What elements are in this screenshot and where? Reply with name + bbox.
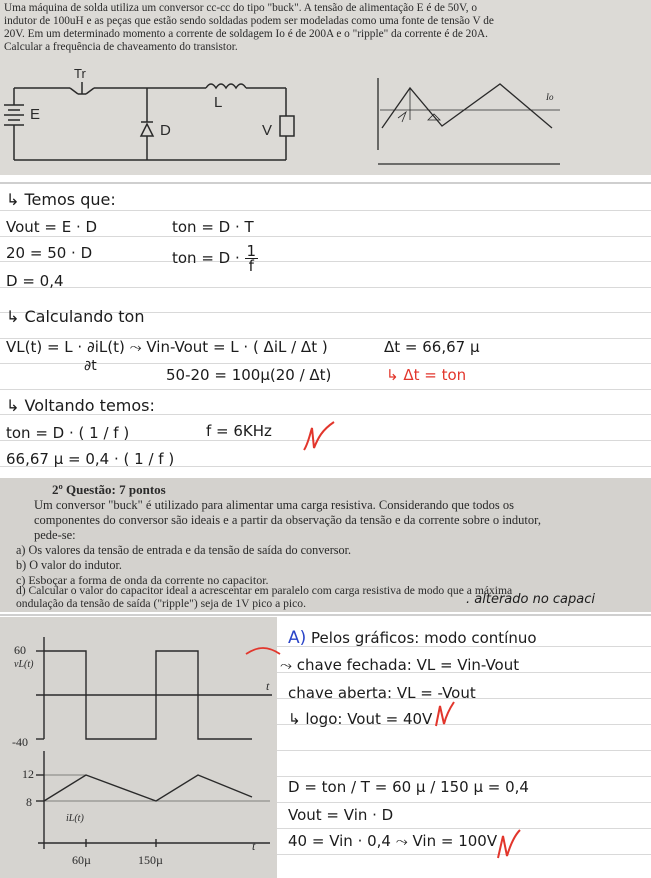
notebook-rule <box>0 363 651 364</box>
heading-calculando-ton: ↳ Calculando ton <box>6 307 145 326</box>
equation-d-value: D = 0,4 <box>6 272 64 290</box>
equation-vl-denominator: ∂t <box>84 358 97 374</box>
notebook-rule <box>0 614 651 616</box>
axis-label-neg40: -40 <box>12 735 28 749</box>
equation-ton-fraction <box>172 244 258 273</box>
question2-intro-1: Um conversor "buck" é utilizado para alimentar uma carga resistiva. Considerando que todos os <box>34 498 514 512</box>
checkmark-icon <box>496 828 522 862</box>
axis-label-t: t <box>266 679 270 693</box>
ton-fraction-numerator: 1 <box>246 242 257 260</box>
equation-duty-cycle: D = ton / T = 60 µ / 150 µ = 0,4 <box>288 778 529 796</box>
equation-vin-result: 40 = Vin · 0,4 ⤳ Vin = 100V <box>288 832 498 850</box>
notebook-rule <box>0 287 651 288</box>
heading-voltando-temos: ↳ Voltando temos: <box>6 396 155 415</box>
note-delta-t-equals-ton: ↳ Δt = ton <box>386 366 467 384</box>
ton-fraction-prefix: ton = D · <box>172 249 240 267</box>
notebook-rule <box>277 828 651 829</box>
problem1-line-1: Uma máquina de solda utiliza um conversor cc-cc do tipo "buck". A tensão de alimentação E é de 50V, o <box>4 2 477 14</box>
ton-fraction <box>245 244 259 273</box>
checkmark-icon <box>300 420 336 454</box>
question2-heading: 2º Questão: 7 pontos <box>52 482 166 497</box>
checkmark-icon <box>434 700 456 730</box>
answer-a-line <box>288 628 537 648</box>
axis-label-60: 60 <box>14 643 26 657</box>
load-label: V <box>262 122 273 139</box>
notebook-rule <box>0 236 651 237</box>
problem1-photo <box>0 0 651 175</box>
question2-intro-2: componentes do conversor são ideais e a partir da observação da tensão e da corrente sobre o indutor, <box>34 513 541 527</box>
equation-ton: ton = D · T <box>172 218 254 236</box>
axis-label-vl: vL(t) <box>14 659 34 670</box>
equation-delta-t: Δt = 66,67 µ <box>384 338 480 356</box>
equation-substitution: 20 = 50 · D <box>6 244 93 262</box>
heading-temos-que: ↳ Temos que: <box>6 190 116 209</box>
axis-label-t2: t <box>252 839 256 853</box>
buck-circuit-diagram <box>0 0 651 175</box>
transistor-label: Tr <box>74 66 86 81</box>
note-switch-closed: ⤳ chave fechada: VL = Vin-Vout <box>280 656 520 674</box>
equation-vout-vin: Vout = Vin · D <box>288 806 394 824</box>
notebook-rule <box>0 182 651 184</box>
axis-label-8: 8 <box>26 795 32 809</box>
notebook-rule <box>277 854 651 855</box>
handwritten-annotation: . alterado no capaci <box>466 592 596 607</box>
problem1-line-3: 20V. Em um determinado momento a corrente de soldagem Io é de 200A e o "ripple" da corrente é de 20A. <box>4 28 488 40</box>
problem2-photo <box>0 478 651 612</box>
question2-item-b: b) O valor do indutor. <box>16 558 122 572</box>
notebook-rule <box>0 261 651 262</box>
notebook-rule <box>0 210 651 211</box>
source-label: E <box>30 106 41 123</box>
question2-item-c: c) Esboçar a forma de onda da corrente no capacitor. <box>16 573 269 587</box>
axis-label-il: iL(t) <box>66 813 84 824</box>
equation-vl: VL(t) = L · ∂iL(t) ⤳ Vin-Vout = L · ( ΔiL / Δt ) <box>6 338 328 356</box>
equation-ton-frequency: ton = D · ( 1 / f ) <box>6 424 130 442</box>
axis-label-12: 12 <box>22 767 34 781</box>
notebook-rule <box>0 389 651 390</box>
note-switch-open: chave aberta: VL = -Vout <box>288 684 476 702</box>
axis-label-60u: 60µ <box>72 853 91 867</box>
problem1-line-4: Calcular a frequência de chaveamento do transistor. <box>4 41 238 53</box>
notebook-rule <box>277 776 651 777</box>
problem1-line-2: indutor de 100uH e as peças que estão sendo soldadas podem ser modeladas como uma fonte de tensão V de <box>4 15 494 27</box>
question2-item-d-cont: ondulação da tensão de saída ("ripple") seja de 1V pico a pico. <box>16 597 306 610</box>
answer-a-text: Pelos gráficos: modo contínuo <box>311 629 537 647</box>
equation-substituted: 66,67 µ = 0,4 · ( 1 / f ) <box>6 450 175 468</box>
io-label: Io <box>546 92 554 102</box>
axis-label-150u: 150µ <box>138 853 163 867</box>
diode-label: D <box>160 122 171 139</box>
inductor-waveforms <box>0 617 277 878</box>
note-vout-result: ↳ logo: Vout = 40V <box>288 710 433 728</box>
ton-fraction-denominator: f <box>248 257 254 275</box>
notebook-rule <box>277 802 651 803</box>
question2-item-a: a) Os valores da tensão de entrada e da tensão de saída do conversor. <box>16 543 352 557</box>
answer-a-letter: A) <box>288 628 307 648</box>
question2-intro-3: pede-se: <box>34 528 76 542</box>
notebook-rule <box>277 750 651 751</box>
equation-numeric: 50-20 = 100µ(20 / Δt) <box>166 366 332 384</box>
inductor-label: L <box>214 94 223 111</box>
waveform-graph-photo <box>0 617 277 878</box>
equation-frequency-result: f = 6KHz <box>206 422 272 440</box>
question2-item-d: d) Calcular o valor do capacitor ideal a acrescentar em paralelo com carga resistiva de modo que a máxima <box>16 584 513 597</box>
equation-vout: Vout = E · D <box>6 218 98 236</box>
